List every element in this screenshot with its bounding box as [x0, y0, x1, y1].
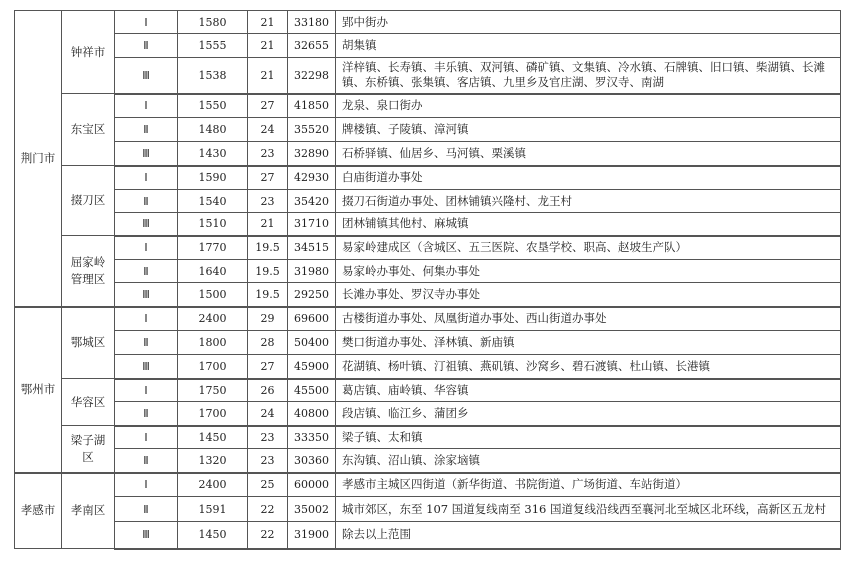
- district-name-cell: [62, 426, 115, 473]
- value-cell-1: 1555: [178, 34, 248, 58]
- value-cell-3: 33180: [288, 11, 336, 34]
- value-cell-2: 27: [248, 94, 288, 118]
- value-cell-3: 35420: [288, 190, 336, 213]
- district-name-cell: [62, 166, 115, 236]
- table-row: [15, 213, 841, 236]
- wage-standard-table: [14, 10, 841, 550]
- scope-cell: 易家岭建成区（含城区、五三医院、农垦学校、职高、赵坡生产队）: [336, 236, 841, 260]
- value-cell-1: 1591: [178, 497, 248, 522]
- value-cell-1: 1800: [178, 331, 248, 355]
- value-cell-1: 1750: [178, 379, 248, 402]
- value-cell-2: 23: [248, 142, 288, 166]
- grade-cell: Ⅲ: [115, 142, 178, 166]
- value-cell-2: 23: [248, 426, 288, 449]
- table-row: [15, 94, 841, 118]
- grade-cell: Ⅰ: [115, 473, 178, 497]
- city-name: 鄂州市: [20, 382, 56, 396]
- value-cell-1: 1770: [178, 236, 248, 260]
- grade-cell: Ⅰ: [115, 426, 178, 449]
- value-cell-3: 45500: [288, 379, 336, 402]
- value-cell-2: 27: [248, 166, 288, 190]
- grade-cell: Ⅱ: [115, 34, 178, 58]
- grade-cell: Ⅱ: [115, 260, 178, 283]
- table-row: [15, 166, 841, 190]
- table-row: [15, 142, 841, 166]
- scope-cell: 葛店镇、庙岭镇、华容镇: [336, 379, 841, 402]
- value-cell-2: 26: [248, 379, 288, 402]
- value-cell-3: 33350: [288, 426, 336, 449]
- table-body: [15, 11, 841, 549]
- table-row: [15, 34, 841, 58]
- value-cell-2: 22: [248, 497, 288, 522]
- value-cell-2: 21: [248, 213, 288, 236]
- city-name: 孝感市: [20, 503, 56, 518]
- district-name-cell: [62, 307, 115, 379]
- scope-cell: 花湖镇、杨叶镇、汀祖镇、燕矶镇、沙窝乡、碧石渡镇、杜山镇、长港镇: [336, 355, 841, 379]
- value-cell-1: 2400: [178, 473, 248, 497]
- value-cell-2: 25: [248, 473, 288, 497]
- district-name: 华容区: [70, 394, 106, 409]
- table-row: [15, 426, 841, 449]
- table-row: [15, 331, 841, 355]
- scope-cell: 樊口街道办事处、泽林镇、新庙镇: [336, 331, 841, 355]
- scope-cell: 石桥驿镇、仙居乡、马河镇、栗溪镇: [336, 142, 841, 166]
- scope-cell: 白庙街道办事处: [336, 166, 841, 190]
- grade-cell: Ⅰ: [115, 11, 178, 34]
- value-cell-1: 1550: [178, 94, 248, 118]
- value-cell-3: 41850: [288, 94, 336, 118]
- city-name: 荆门市: [20, 150, 56, 165]
- table-row: [15, 118, 841, 142]
- district-name: 孝南区: [70, 503, 106, 518]
- scope-cell: 郢中街办: [336, 11, 841, 34]
- table-row: [15, 11, 841, 34]
- value-cell-2: 21: [248, 58, 288, 94]
- table-row: [15, 58, 841, 94]
- grade-cell: Ⅰ: [115, 236, 178, 260]
- value-cell-3: 60000: [288, 473, 336, 497]
- table-row: [15, 260, 841, 283]
- table-row: [15, 307, 841, 331]
- value-cell-2: 24: [248, 118, 288, 142]
- table-row: [15, 473, 841, 497]
- grade-cell: Ⅱ: [115, 118, 178, 142]
- scope-cell: 城市郊区，东至 107 国道复线南至 316 国道复线沿线西至襄河北至城区北环线，高新区五龙村: [336, 497, 841, 522]
- value-cell-1: 1700: [178, 402, 248, 426]
- value-cell-1: 1540: [178, 190, 248, 213]
- district-name: 掇刀区: [70, 193, 106, 207]
- value-cell-2: 23: [248, 190, 288, 213]
- value-cell-1: 1320: [178, 449, 248, 473]
- value-cell-3: 32298: [288, 58, 336, 94]
- value-cell-3: 31980: [288, 260, 336, 283]
- value-cell-2: 19.5: [248, 236, 288, 260]
- scope-cell: 段店镇、临江乡、蒲团乡: [336, 402, 841, 426]
- scope-cell: 龙泉、泉口街办: [336, 94, 841, 118]
- grade-cell: Ⅲ: [115, 58, 178, 94]
- wage-standard-table-wrapper: [14, 10, 841, 550]
- value-cell-1: 1500: [178, 283, 248, 307]
- value-cell-1: 1430: [178, 142, 248, 166]
- city-name-cell: [15, 11, 62, 307]
- value-cell-1: 1450: [178, 522, 248, 549]
- value-cell-3: 32890: [288, 142, 336, 166]
- value-cell-1: 2400: [178, 307, 248, 331]
- scope-cell: 长滩办事处、罗汉寺办事处: [336, 283, 841, 307]
- scope-cell: 东沟镇、沼山镇、涂家垴镇: [336, 449, 841, 473]
- district-name: 鄂城区: [70, 335, 106, 350]
- value-cell-1: 1700: [178, 355, 248, 379]
- city-name-cell: [15, 307, 62, 473]
- scope-cell: 掇刀石街道办事处、团林铺镇兴隆村、龙王村: [336, 190, 841, 213]
- grade-cell: Ⅰ: [115, 379, 178, 402]
- scope-cell: 梁子镇、太和镇: [336, 426, 841, 449]
- value-cell-3: 30360: [288, 449, 336, 473]
- grade-cell: Ⅰ: [115, 307, 178, 331]
- scope-cell: 团林铺镇其他村、麻城镇: [336, 213, 841, 236]
- scope-cell: 除去以上范围: [336, 522, 841, 549]
- grade-cell: Ⅱ: [115, 402, 178, 426]
- value-cell-2: 23: [248, 449, 288, 473]
- district-name: 东宝区: [70, 122, 106, 136]
- value-cell-2: 29: [248, 307, 288, 331]
- district-name-cell: [62, 11, 115, 94]
- value-cell-3: 34515: [288, 236, 336, 260]
- value-cell-1: 1480: [178, 118, 248, 142]
- grade-cell: Ⅱ: [115, 497, 178, 522]
- scope-cell: 洋梓镇、长寿镇、丰乐镇、双河镇、磷矿镇、文集镇、冷水镇、石牌镇、旧口镇、柴湖镇、长滩镇、东桥镇、张集镇、客店镇、九里乡及官庄湖、罗汉寺、南湖: [336, 58, 841, 94]
- city-name-cell: [15, 473, 62, 549]
- value-cell-3: 45900: [288, 355, 336, 379]
- table-row: [15, 522, 841, 549]
- value-cell-3: 35002: [288, 497, 336, 522]
- scope-cell: 易家岭办事处、何集办事处: [336, 260, 841, 283]
- value-cell-2: 19.5: [248, 260, 288, 283]
- table-row: [15, 497, 841, 522]
- grade-cell: Ⅰ: [115, 166, 178, 190]
- grade-cell: Ⅲ: [115, 355, 178, 379]
- value-cell-2: 22: [248, 522, 288, 549]
- grade-cell: Ⅰ: [115, 94, 178, 118]
- value-cell-3: 35520: [288, 118, 336, 142]
- grade-cell: Ⅱ: [115, 331, 178, 355]
- table-row: [15, 283, 841, 307]
- grade-cell: Ⅱ: [115, 449, 178, 473]
- value-cell-1: 1590: [178, 166, 248, 190]
- value-cell-2: 21: [248, 11, 288, 34]
- scope-cell: 胡集镇: [336, 34, 841, 58]
- value-cell-1: 1640: [178, 260, 248, 283]
- table-row: [15, 190, 841, 213]
- value-cell-3: 31900: [288, 522, 336, 549]
- table-row: [15, 379, 841, 402]
- district-name-cell: [62, 379, 115, 426]
- value-cell-1: 1510: [178, 213, 248, 236]
- table-row: [15, 449, 841, 473]
- value-cell-3: 32655: [288, 34, 336, 58]
- value-cell-3: 50400: [288, 331, 336, 355]
- value-cell-3: 42930: [288, 166, 336, 190]
- value-cell-1: 1580: [178, 11, 248, 34]
- grade-cell: Ⅲ: [115, 283, 178, 307]
- district-name-cell: [62, 236, 115, 307]
- value-cell-2: 28: [248, 331, 288, 355]
- district-name: 屈家岭管理区: [70, 254, 106, 286]
- value-cell-3: 40800: [288, 402, 336, 426]
- value-cell-2: 21: [248, 34, 288, 58]
- value-cell-2: 24: [248, 402, 288, 426]
- grade-cell: Ⅲ: [115, 522, 178, 549]
- district-name: 钟祥市: [70, 44, 106, 59]
- table-row: [15, 402, 841, 426]
- scope-cell: 牌楼镇、子陵镇、漳河镇: [336, 118, 841, 142]
- table-row: [15, 236, 841, 260]
- value-cell-3: 69600: [288, 307, 336, 331]
- grade-cell: Ⅲ: [115, 213, 178, 236]
- scope-cell: 孝感市主城区四街道（新华街道、书院街道、广场街道、车站街道）: [336, 473, 841, 497]
- grade-cell: Ⅱ: [115, 190, 178, 213]
- scope-cell: 古楼街道办事处、凤凰街道办事处、西山街道办事处: [336, 307, 841, 331]
- value-cell-2: 27: [248, 355, 288, 379]
- value-cell-1: 1450: [178, 426, 248, 449]
- district-name: 梁子湖区: [70, 432, 106, 464]
- district-name-cell: [62, 94, 115, 166]
- value-cell-1: 1538: [178, 58, 248, 94]
- value-cell-2: 19.5: [248, 283, 288, 307]
- district-name-cell: [62, 473, 115, 549]
- value-cell-3: 31710: [288, 213, 336, 236]
- table-row: [15, 355, 841, 379]
- value-cell-3: 29250: [288, 283, 336, 307]
